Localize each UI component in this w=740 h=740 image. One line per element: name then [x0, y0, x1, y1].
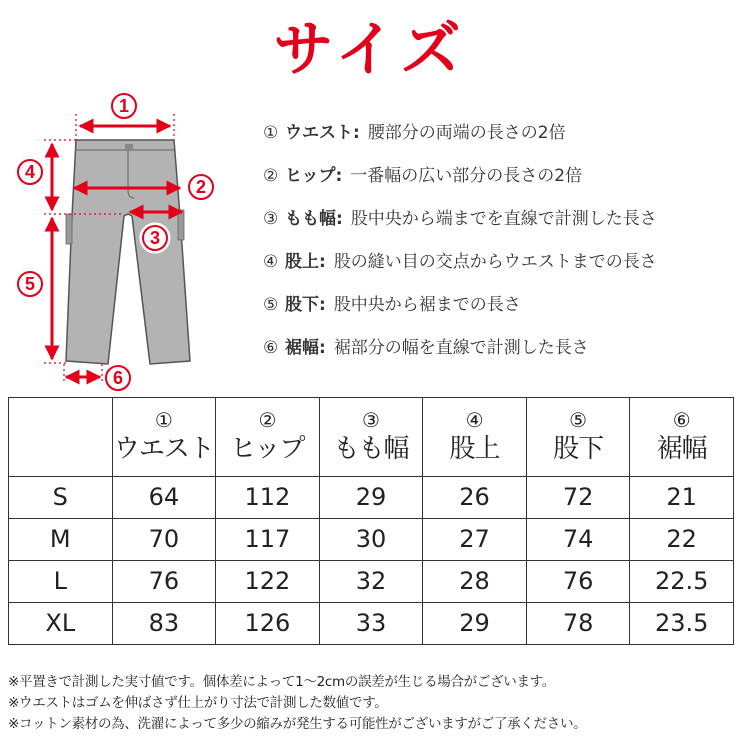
measurement-descriptions	[263, 118, 733, 376]
table-cell: 76	[112, 561, 216, 603]
header-number: ③	[362, 408, 380, 432]
description-item	[263, 333, 733, 376]
table-cell: 27	[423, 519, 527, 561]
description-key: 股下:	[285, 295, 326, 315]
table-cell: 28	[423, 561, 527, 603]
table-cell: 30	[319, 519, 423, 561]
header-number: ⑤	[569, 408, 588, 432]
description-text: 股の縫い目の交点からウエストまでの長さ	[333, 252, 657, 272]
marker-1-label: 1	[118, 96, 130, 116]
note-line: ※コットン素材の為、洗濯によって多少の縮みが発生する可能性がございますがご了承ください。	[8, 716, 587, 732]
table-header-cell	[9, 398, 113, 477]
table-header-cell	[112, 398, 216, 477]
size-label-cell: XL	[9, 603, 113, 645]
pants-measurement-diagram	[0, 86, 240, 391]
size-label-cell: S	[9, 477, 113, 519]
table-cell: 117	[216, 519, 320, 561]
header-number: ④	[465, 408, 484, 432]
description-key: ヒップ:	[285, 166, 343, 186]
description-number: ⑤	[263, 295, 279, 315]
table-cell: 72	[526, 477, 630, 519]
header-number: ②	[258, 408, 277, 432]
description-key: もも幅:	[285, 209, 343, 229]
table-cell: 64	[112, 477, 216, 519]
table-header-cell	[526, 398, 630, 477]
description-number: ①	[263, 123, 279, 143]
table-row	[9, 477, 734, 519]
description-text: 股中央から端までを直線で計測した長さ	[350, 209, 657, 229]
table-header-row	[9, 398, 734, 477]
table-row	[9, 561, 734, 603]
header-label: 股下	[553, 434, 604, 464]
table-cell: 33	[319, 603, 423, 645]
description-text: 股中央から裾までの長さ	[333, 295, 521, 315]
description-number: ④	[263, 252, 279, 272]
notes	[8, 672, 738, 735]
table-cell: 22.5	[630, 561, 734, 603]
table-header-cell	[319, 398, 423, 477]
table-cell: 29	[319, 477, 423, 519]
marker-3-label: 3	[149, 228, 161, 248]
description-text: 裾部分の幅を直線で計測した長さ	[333, 338, 589, 358]
description-text: 腰部分の両端の長さの2倍	[367, 123, 566, 143]
table-row	[9, 519, 734, 561]
size-label-cell: L	[9, 561, 113, 603]
note-line: ※ウエストはゴムを伸ばさず仕上がり寸法で計測した数値です。	[8, 695, 388, 711]
table-cell: 74	[526, 519, 630, 561]
page-title: サイズ	[273, 15, 467, 85]
header-label: ヒップ	[230, 434, 305, 464]
description-key: 股上:	[285, 252, 326, 272]
table-cell: 21	[630, 477, 734, 519]
table-cell: 26	[423, 477, 527, 519]
table-header-cell	[216, 398, 320, 477]
table-cell: 32	[319, 561, 423, 603]
marker-4-label: 4	[24, 162, 36, 182]
table-cell: 76	[526, 561, 630, 603]
description-item	[263, 118, 733, 161]
description-key: 裾幅:	[285, 338, 326, 358]
description-item	[263, 247, 733, 290]
table-cell: 122	[216, 561, 320, 603]
description-number: ⑥	[263, 338, 279, 358]
description-number: ③	[263, 209, 279, 229]
description-key: ウエスト:	[285, 123, 360, 143]
header-number: ①	[154, 408, 173, 432]
size-table	[8, 397, 734, 645]
description-number: ②	[263, 166, 279, 186]
note-line: ※平置きで計測した実寸値です。個体差によって1〜2cmの誤差が生じる場合がございます。	[8, 674, 556, 690]
header-label: 裾幅	[656, 434, 707, 464]
description-item	[263, 161, 733, 204]
header-number: ⑥	[672, 408, 691, 432]
table-cell: 112	[216, 477, 320, 519]
table-cell: 83	[112, 603, 216, 645]
table-cell: 126	[216, 603, 320, 645]
table-header-cell	[423, 398, 527, 477]
marker-5-label: 5	[24, 274, 36, 294]
size-label-cell: M	[9, 519, 113, 561]
description-text: 一番幅の広い部分の長さの2倍	[350, 166, 583, 186]
marker-6-label: 6	[112, 368, 124, 388]
description-item	[263, 204, 733, 247]
table-row	[9, 603, 734, 645]
marker-2-label: 2	[195, 177, 207, 197]
table-cell: 23.5	[630, 603, 734, 645]
table-cell: 78	[526, 603, 630, 645]
description-item	[263, 290, 733, 333]
table-cell: 29	[423, 603, 527, 645]
header-label: もも幅	[333, 434, 409, 464]
header-label: 股上	[449, 434, 500, 464]
table-cell: 22	[630, 519, 734, 561]
pants-illustration	[66, 140, 190, 364]
table-cell: 70	[112, 519, 216, 561]
header-label: ウエスト	[113, 434, 214, 464]
table-header-cell	[630, 398, 734, 477]
